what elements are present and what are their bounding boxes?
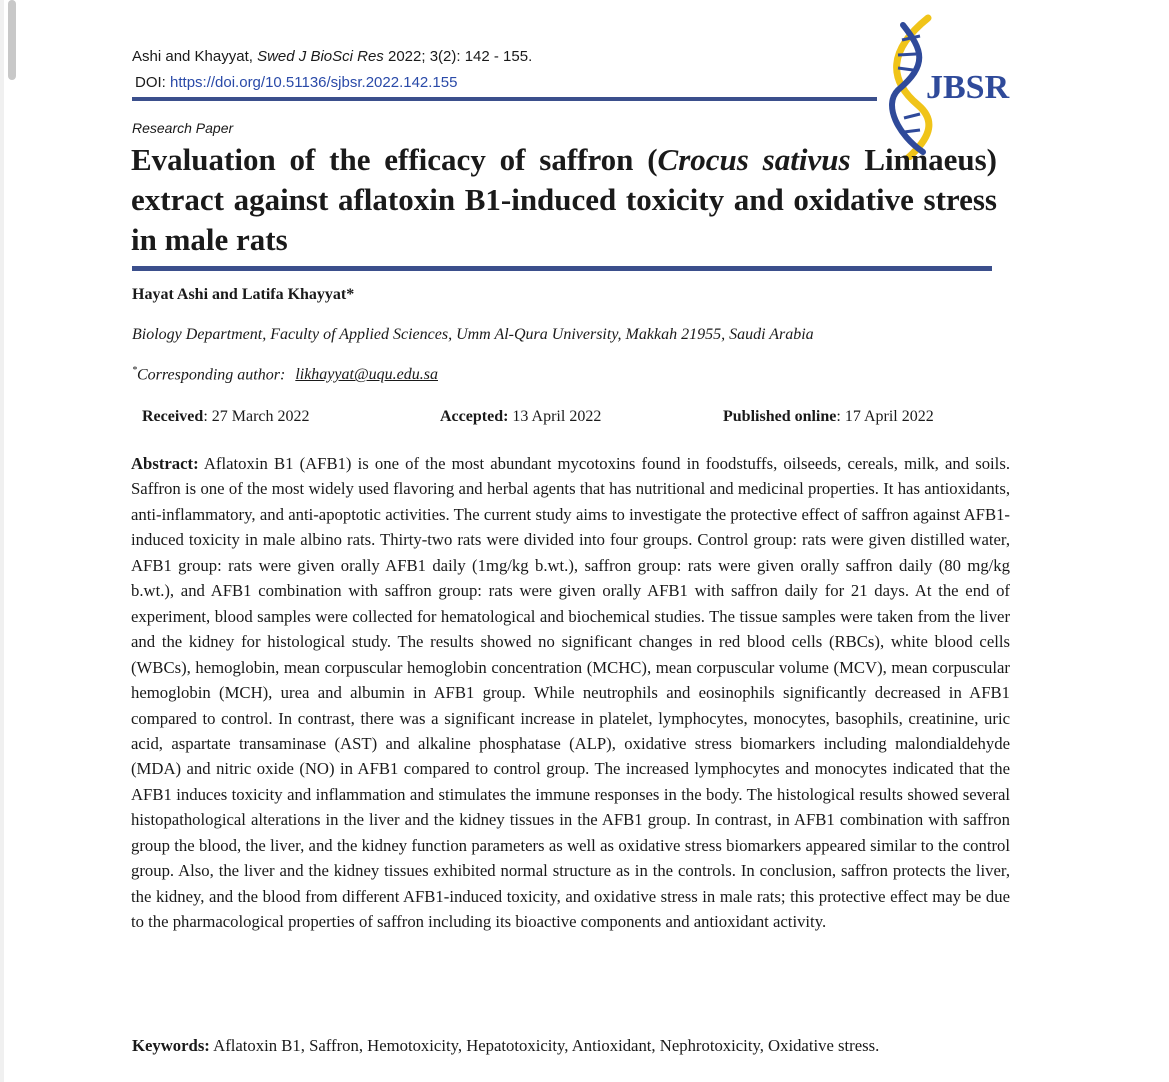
corresponding-author	[132, 365, 438, 384]
authors: Hayat Ashi and Latifa Khayyat*	[132, 286, 355, 303]
keywords-text: Aflatoxin B1, Saffron, Hemotoxicity, Hepatotoxicity, Antioxidant, Nephrotoxicity, Oxidative stress.	[213, 1036, 880, 1055]
doi-link[interactable]: https://doi.org/10.51136/sjbsr.2022.142.155	[170, 74, 458, 91]
citation-line	[132, 48, 532, 65]
received-value: : 27 March 2022	[203, 408, 310, 425]
affiliation: Biology Department, Faculty of Applied Sciences, Umm Al-Qura University, Makkah 21955, Saudi Arabia	[132, 326, 814, 343]
dna-helix-icon	[892, 18, 929, 158]
scrollbar-thumb[interactable]	[8, 0, 16, 80]
paper-type: Research Paper	[132, 120, 234, 136]
citation-authors: Ashi and Khayyat,	[132, 48, 253, 65]
accepted-date	[440, 408, 601, 426]
title-rule	[132, 266, 992, 271]
title-part-2: Linnaeus) extract against aflatoxin B1-induced toxicity and oxidative stress in male rats	[131, 142, 997, 257]
corresponding-label: Corresponding author:	[137, 366, 286, 384]
received-label: Received	[142, 408, 204, 425]
keywords	[132, 1036, 879, 1056]
journal-logo	[868, 10, 1028, 160]
received-date	[142, 408, 310, 426]
keywords-label: Keywords:	[132, 1036, 210, 1055]
doi-line	[135, 74, 457, 91]
abstract-label: Abstract:	[131, 454, 199, 473]
viewer-left-edge	[0, 0, 4, 1082]
accepted-label: Accepted:	[440, 408, 509, 425]
published-date	[723, 408, 934, 426]
corresponding-mark: *	[132, 365, 137, 376]
abstract-text: Aflatoxin B1 (AFB1) is one of the most abundant mycotoxins found in foodstuffs, oilseeds, cereals, milk, and soils. Saffron is one of the most widely used flavoring and herbal agents that has nutritional and medicinal properties. It has antioxidants, anti-inflammatory, and anti-apoptotic activities. The current study aims to investigate the protective effect of saffron against AFB1-induced toxicity in male albino rats. Thirty-two rats were divided into four groups. Control group: rats were given distilled water, AFB1 group: rats were given orally AFB1 daily (1mg/kg b.wt.), saffron group: rats were given orally saffron daily (80 mg/kg b.wt.), and AFB1 combination with saffron group: rats were given orally AFB1 with saffron daily for 21 days. At the end of experiment, blood samples were collected for hematological and biochemical studies. The tissue samples were taken from the liver and the kidney for histological study. The results showed no significant changes in red blood cells (RBCs), white blood cells (WBCs), hemoglobin, mean corpuscular hemoglobin concentration (MCHC), mean corpuscular volume (MCV), mean corpuscular hemoglobin (MCH), urea and albumin in AFB1 group. While neutrophils and eosinophils significantly decreased in AFB1 compared to control. In contrast, there was a significant increase in platelet, lymphocytes, monocytes, basophils, creatinine, uric acid, aspartate transaminase (AST) and alkaline phosphatase (ALP), oxidative stress biomarkers including malondialdehyde (MDA) and nitric oxide (NO) in AFB1 compared to control group. The increased lymphocytes and monocytes indicated that the AFB1 induces toxicity and inflammation and stimulates the immune responses in the body. The histological results showed several histopathological alterations in the liver and the kidney tissues in the AFB1 group. In contrast, in AFB1 combination with saffron group the blood, the liver, and the kidney function parameters as well as oxidative stress biomarkers appeared similar to the control group. Also, the liver and the kidney tissues exhibited normal structure as in the controls. In conclusion, saffron protects the liver, the kidney, and the blood from different AFB1-induced toxicity, and oxidative stress in male rats; this protective effect may be due to the pharmacological properties of saffron including its bioactive components and antioxidant activity.	[131, 454, 1010, 932]
doi-label: DOI:	[135, 74, 166, 91]
citation-journal: Swed J BioSci Res	[257, 48, 384, 65]
title-part-1: Evaluation of the efficacy of saffron (	[131, 142, 658, 177]
logo-text: JBSR	[926, 69, 1010, 106]
published-label: Published online	[723, 408, 837, 425]
paper-title	[131, 140, 997, 260]
accepted-value: 13 April 2022	[508, 408, 602, 425]
published-value: : 17 April 2022	[836, 408, 934, 425]
header-rule	[132, 97, 877, 101]
citation-volume: 2022; 3(2): 142 - 155.	[387, 48, 533, 65]
title-species: Crocus sativus	[657, 142, 851, 177]
corresponding-email-link[interactable]: likhayyat@uqu.edu.sa	[295, 366, 438, 384]
abstract	[131, 451, 1010, 935]
